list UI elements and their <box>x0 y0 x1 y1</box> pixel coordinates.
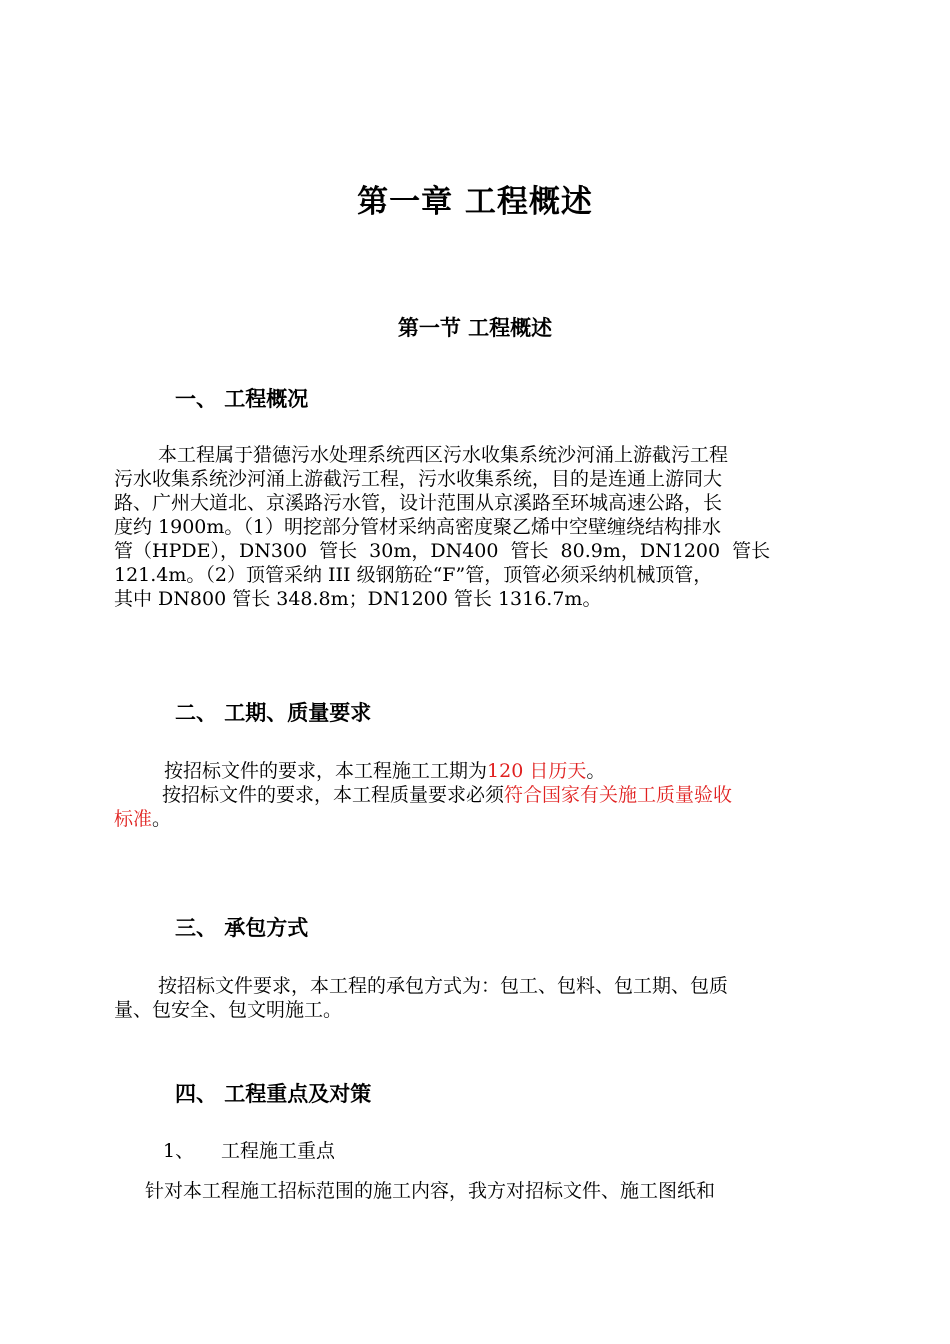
text-line: 按招标文件要求，本工程的承包方式为：包工、包料、包工期、包质 <box>158 975 729 997</box>
text-line: 量、包安全、包文明施工。 <box>114 999 343 1021</box>
chapter-title: 第一章 工程概述 <box>357 184 593 220</box>
sub-item-construction-key-points <box>163 1139 335 1163</box>
text-line: 管（HPDE），DN300 管长 30m，DN400 管长 80.9m，DN1200 管长 <box>114 540 771 562</box>
quality-standard: 符合国家有关施工质量验收 <box>504 784 733 806</box>
quality-standard-cont: 标准 <box>114 808 153 830</box>
section-title: 第一节 工程概述 <box>397 316 553 340</box>
sub-item-label: 工程施工重点 <box>221 1140 336 1162</box>
sub-item-number: 1、 <box>163 1140 195 1162</box>
text-line: 针对本工程施工招标范围的施工内容，我方对招标文件、施工图纸和 <box>145 1180 716 1202</box>
paragraph-contract-mode <box>114 974 836 1022</box>
text-line <box>114 759 836 783</box>
paragraph-key-points <box>114 1179 836 1203</box>
text-line <box>114 783 836 807</box>
punctuation: 。 <box>586 760 606 782</box>
text-line: 本工程属于猎德污水处理系统西区污水收集系统沙河涌上游截污工程 <box>158 444 729 466</box>
heading-key-points: 四、 工程重点及对策 <box>175 1082 372 1106</box>
text-line: 度约 1900m。（1）明挖部分管材采纳高密度聚乙烯中空壁缠绕结构排水 <box>114 516 721 538</box>
text-line: 污水收集系统沙河涌上游截污工程，污水收集系统，目的是连通上游同大 <box>114 468 723 490</box>
punctuation: 。 <box>152 808 172 830</box>
heading-schedule-quality: 二、 工期、质量要求 <box>175 701 372 725</box>
quality-text: 按招标文件的要求，本工程质量要求必须 <box>162 784 505 806</box>
heading-project-overview: 一、 工程概况 <box>175 387 309 411</box>
text-line <box>114 807 836 831</box>
text-line: 其中 DN800 管长 348.8m；DN1200 管长 1316.7m。 <box>114 588 602 610</box>
text-line: 路、广州大道北、京溪路污水管，设计范围从京溪路至环城高速公路，长 <box>114 492 723 514</box>
text-line: 121.4m。（2）顶管采纳 III 级钢筋砼“F”管，顶管必须采纳机械顶管， <box>114 564 713 586</box>
paragraph-schedule-quality <box>114 759 836 831</box>
schedule-duration: 120 日历天 <box>487 760 587 782</box>
paragraph-project-overview <box>114 443 836 611</box>
heading-contract-mode: 三、 承包方式 <box>175 916 309 940</box>
schedule-text: 按招标文件的要求，本工程施工工期为 <box>164 760 488 782</box>
